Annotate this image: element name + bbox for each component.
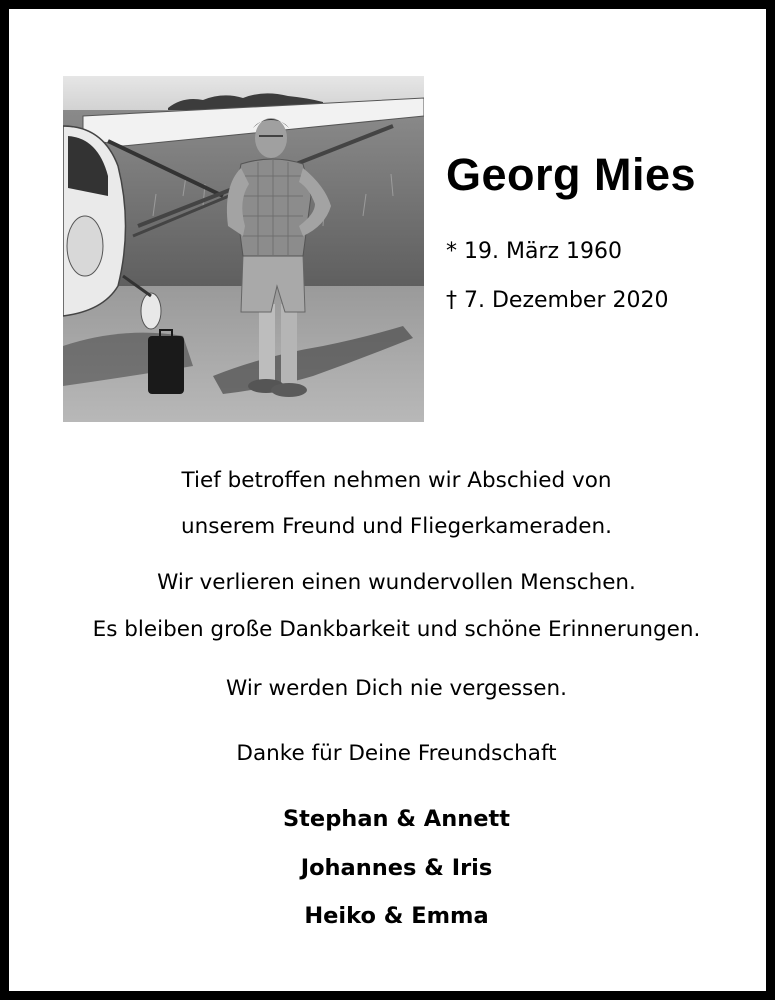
- message-line-5: Wir werden Dich nie vergessen.: [226, 676, 567, 701]
- signatory-2: Johannes & Iris: [300, 855, 493, 881]
- message-line-1: Tief betroffen nehmen wir Abschied von: [181, 468, 612, 493]
- message-line-6: Danke für Deine Freundschaft: [236, 741, 557, 766]
- signatory-1: Stephan & Annett: [282, 806, 511, 832]
- message-line-4: Es bleiben große Dankbarkeit und schöne Erinnerungen.: [92, 617, 701, 642]
- birth-date: * 19. März 1960: [446, 239, 623, 264]
- deceased-name: Georg Mies: [446, 149, 697, 200]
- message-line-2: unserem Freund und Fliegerkameraden.: [181, 514, 612, 539]
- death-date: † 7. Dezember 2020: [446, 288, 669, 313]
- portrait-photo-icon: [63, 76, 424, 422]
- signatory-3: Heiko & Emma: [304, 903, 489, 929]
- message-line-3: Wir verlieren einen wundervollen Menschen.: [157, 570, 636, 595]
